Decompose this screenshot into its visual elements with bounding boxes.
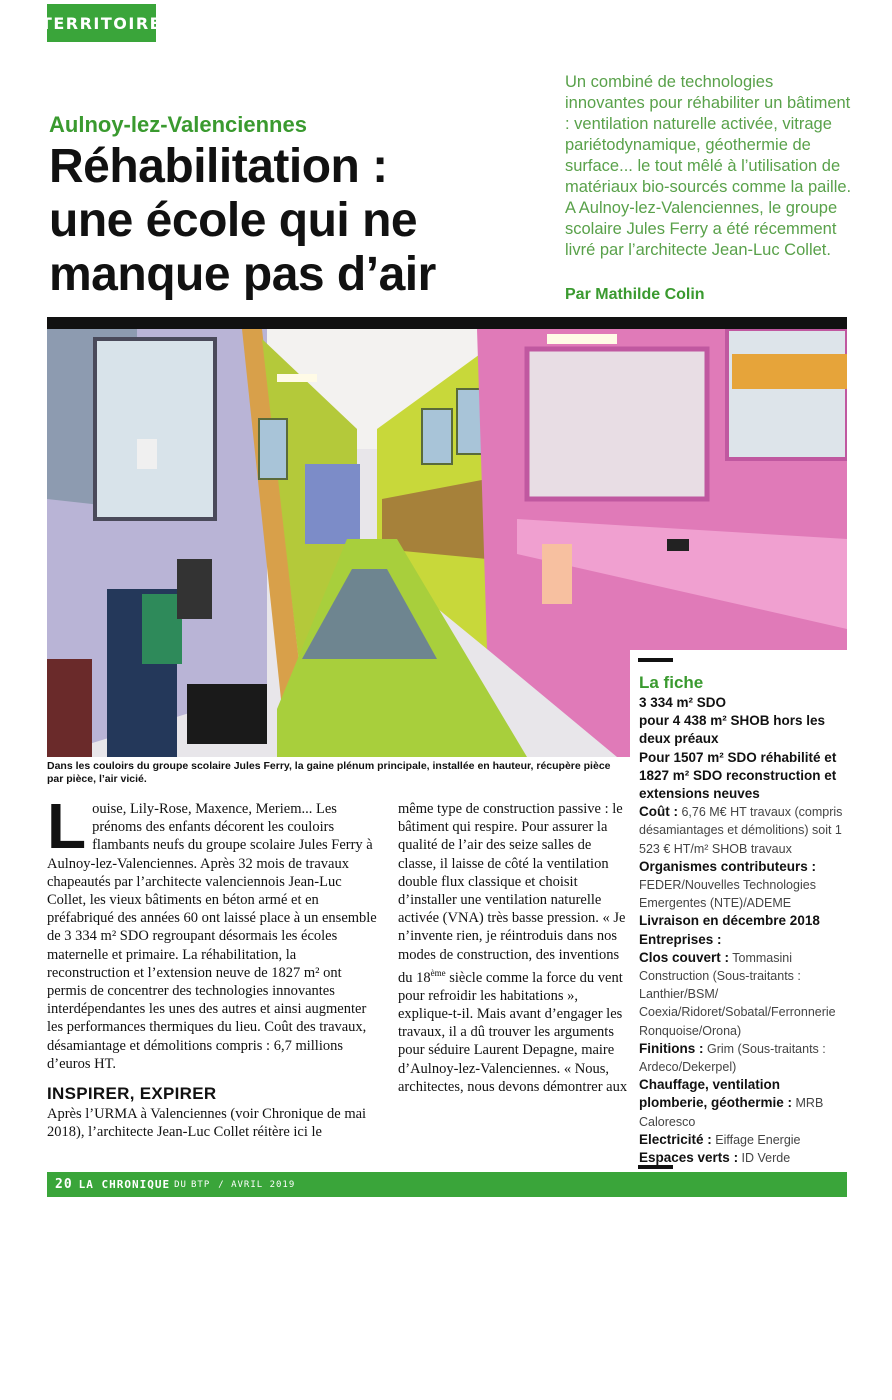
fact-item xyxy=(639,1040,844,1076)
fact-label: Finitions : xyxy=(639,1040,704,1056)
fact-box-body xyxy=(639,694,844,1167)
fact-value: ID Verde xyxy=(738,1151,791,1166)
fact-label: Electricité : xyxy=(639,1131,712,1147)
article-standfirst xyxy=(565,72,855,261)
fact-value: Eiffage Energie xyxy=(711,1132,801,1147)
title-line: Réhabilitation : xyxy=(49,140,388,193)
superscript: ème xyxy=(430,967,446,978)
fact-line: Pour 1507 m² SDO réhabilité et 1827 m² SDO reconstruction et extensions neuves xyxy=(639,749,837,802)
fact-line: 3 334 m² SDO xyxy=(639,695,727,710)
photo-caption: Dans les couloirs du groupe scolaire Jules Ferry, la gaine plénum principale, installée en hauteur, récupère pièce par pièce, l’air vicié. xyxy=(47,760,611,785)
article-subhead: INSPIRER, EXPIRER xyxy=(47,1084,217,1104)
fact-box-title: La fiche xyxy=(639,673,704,692)
paragraph-text: ouise, Lily-Rose, Maxence, Meriem... Les prénoms des enfants décorent les couloirs flambants neufs du groupe scolaire Jules Ferry à Aulnoy-lez-Valenciennes. Après 32 mois de travaux chapeautés par l’architecte valenciennois Jean-Luc Collet, les vieux bâtiments en béton armé et en préfabriqué des années 60 ont laissé place à un ensemble de 3 334 m² SDO regroupant désormais les écoles maternelle et primaire. La réhabilitation, la reconstruction et l’extension neuve de 1827 m² ont permis de concentrer des technologies innovantes interdépendantes les unes des autres et ainsi augmenter les performances thermiques du lieu. Coût des travaux, désamiantage et démolitions compris : 6,7 millions d’euros HT. xyxy=(47,801,377,1072)
fact-box-top-rule xyxy=(638,658,673,662)
fact-value: Tommasini Construction (Sous-traitants : Lanthier/BSM/ Coexia/Ridoret/Sobatal/Ferronnerie Ronquoise/Orona) xyxy=(639,950,836,1038)
paragraph-text: siècle comme la force du vent pour refroidir les habitations », explique-t-il. Mais avant d’engager les travaux, il a dû trouver les arguments pour séduire Laurent Depagne, maire d’Aulnoy-lez-Valenciennes. « Nous, architectes, nous devons démontrer aux xyxy=(398,969,628,1095)
photo-top-rule xyxy=(47,317,847,329)
magazine-name-du: DU xyxy=(174,1179,187,1190)
article-column-1 xyxy=(47,790,377,1142)
paragraph xyxy=(398,800,628,1096)
article-column-2 xyxy=(398,800,628,1096)
fact-value: FEDER/Nouvelles Technologies Emergentes (NTE)/ADEME xyxy=(639,878,816,911)
fact-label: Organismes contributeurs : xyxy=(639,858,817,874)
fact-line: Livraison en décembre 2018 xyxy=(639,913,820,929)
fact-line: Entreprises : xyxy=(639,931,722,947)
fact-item xyxy=(639,949,844,1040)
issue-date: / AVRIL 2019 xyxy=(218,1179,296,1190)
fact-label: Espaces verts : xyxy=(639,1150,739,1166)
location-kicker: Aulnoy-lez-Valenciennes xyxy=(49,112,307,137)
fact-label: Clos couvert : xyxy=(639,949,730,965)
paragraph: Après l’URMA à Valenciennes (voir Chronique de mai 2018), l’architecte Jean-Luc Collet réitère ici le xyxy=(47,1106,367,1141)
title-line: manque pas d’air xyxy=(49,248,436,301)
drop-cap: L xyxy=(47,790,87,862)
magazine-name: LA CHRONIQUE xyxy=(78,1178,171,1191)
title-line: une école qui ne xyxy=(49,194,418,247)
paragraph xyxy=(47,790,377,1073)
fact-item xyxy=(639,1131,844,1149)
fact-value: 6,76 M€ HT travaux (compris désamiantages et démolitions) soit 1 523 € HT/m² SHOB travaux xyxy=(639,805,843,856)
page-number: 20 xyxy=(55,1177,73,1192)
byline: Par Mathilde Colin xyxy=(565,286,705,303)
fact-value: Grim (Sous-traitants : Ardeco/Dekerpel) xyxy=(639,1041,826,1075)
fact-cost xyxy=(639,803,844,858)
page-footer xyxy=(47,1172,847,1197)
section-rubric: TERRITOIRE xyxy=(47,4,156,42)
standfirst-text: Un combiné de technologies innovantes pour réhabiliter un bâtiment : ventilation naturelle activée, vitrage pariétodynamique, géothermie de surface... le tout mêlé à l’utilisation de matériaux bio-sourcés comme la paille. A Aulnoy-lez-Valenciennes, le groupe scolaire Jules Ferry a été récemment livré par l’architecte Jean-Luc Collet. xyxy=(565,73,852,259)
fact-label: Chauffage, ventilation plomberie, géothermie : xyxy=(639,1077,793,1111)
fact-value: MRB Caloresco xyxy=(639,1096,824,1129)
fact-box-bottom-rule xyxy=(638,1165,673,1169)
fact-item xyxy=(639,1076,844,1131)
fact-line: pour 4 438 m² SHOB hors les deux préaux xyxy=(639,713,826,747)
fact-label: Coût : xyxy=(639,804,678,820)
magazine-name-btp: BTP xyxy=(190,1179,211,1190)
article-title xyxy=(49,140,539,302)
paragraph-text: même type de construction passive : le bâtiment qui respire. Pour assurer la qualité de l’air des seize salles de classe, il laisse de côté la ventilation double flux classique et choisit d’installer une ventilation naturelle activée (VNA) très basse pression. « Je n’invente rien, je réintroduis dans nos modes de construction, des inventions du 18 xyxy=(398,801,626,986)
fact-box xyxy=(630,650,847,1169)
